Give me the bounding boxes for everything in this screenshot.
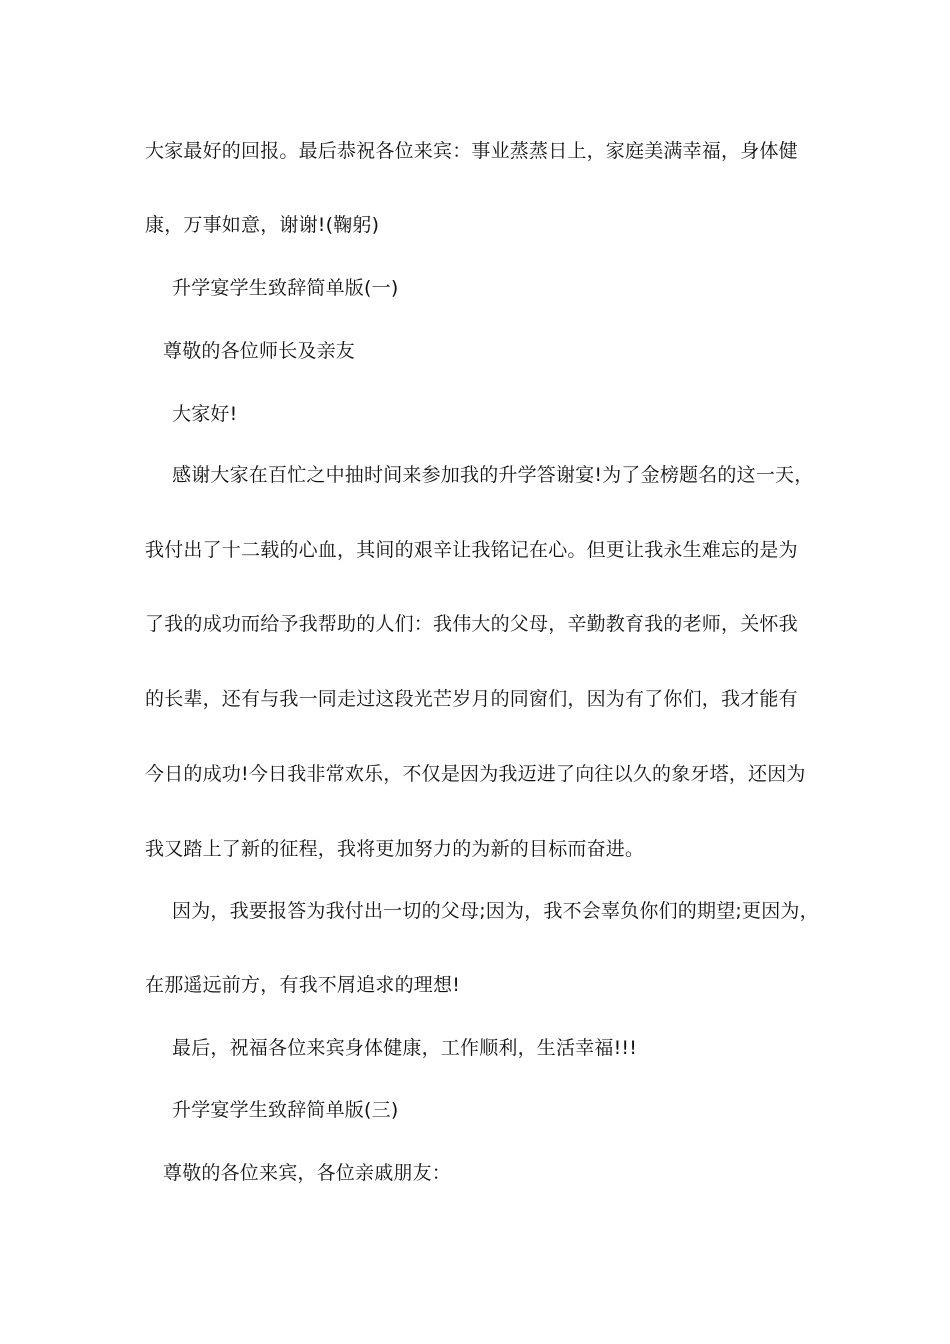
paragraph-line: 大家最好的回报。最后恭祝各位来宾：事业蒸蒸日上，家庭美满幸福，身体健 — [145, 140, 798, 162]
paragraph-line: 今日的成功!今日我非常欢乐，不仅是因为我迈进了向往以久的象牙塔，还因为 — [145, 763, 806, 785]
salutation-line: 尊敬的各位师长及亲友 — [163, 340, 356, 362]
paragraph-line: 的长辈，还有与我一同走过这段光芒岁月的同窗们，因为有了你们，我才能有 — [145, 688, 798, 710]
paragraph-line: 因为，我要报答为我付出一切的父母;因为，我不会辜负你们的期望;更因为， — [172, 900, 819, 922]
paragraph-line: 在那遥远前方，有我不屑追求的理想! — [145, 974, 461, 996]
section-heading: 升学宴学生致辞简单版(一) — [172, 277, 399, 299]
section-heading: 升学宴学生致辞简单版(三) — [172, 1099, 399, 1121]
paragraph-line: 我付出了十二载的心血，其间的艰辛让我铭记在心。但更让我永生难忘的是为 — [145, 539, 798, 561]
closing-line: 最后，祝福各位来宾身体健康，工作顺利，生活幸福!!! — [172, 1037, 638, 1059]
paragraph-line: 感谢大家在百忙之中抽时间来参加我的升学答谢宴!为了金榜题名的这一天， — [172, 464, 814, 486]
salutation-line: 尊敬的各位来宾，各位亲戚朋友： — [163, 1162, 452, 1184]
paragraph-line: 我又踏上了新的征程，我将更加努力的为新的目标而奋进。 — [145, 838, 645, 860]
paragraph-line: 康，万事如意，谢谢!(鞠躬) — [145, 214, 380, 236]
paragraph-line: 了我的成功而给予我帮助的人们：我伟大的父母，辛勤教育我的老师，关怀我 — [145, 613, 798, 635]
greeting-line: 大家好! — [172, 403, 238, 425]
